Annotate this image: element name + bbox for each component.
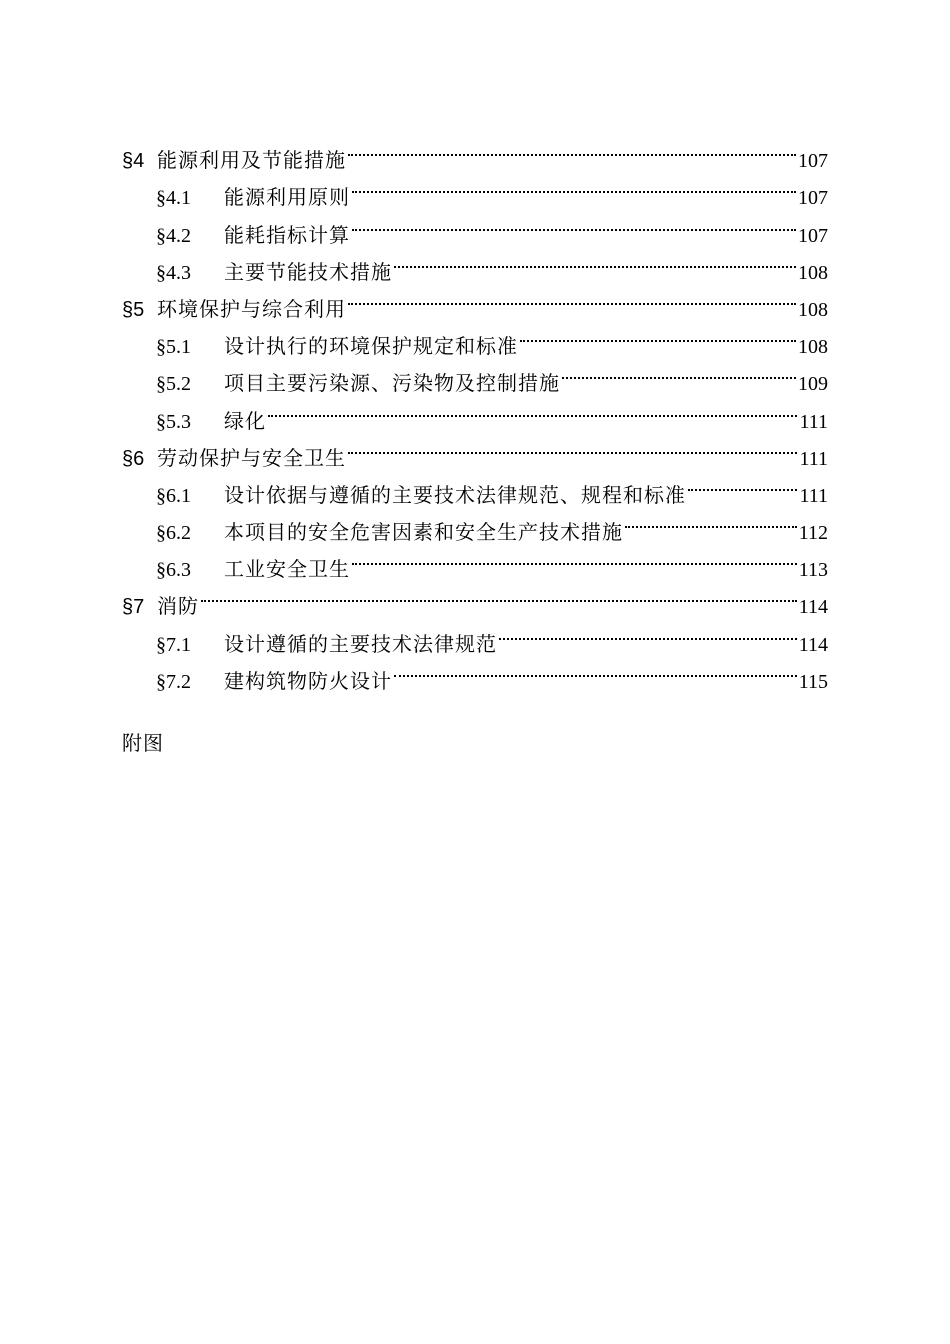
toc-section-number: §7.2 [156, 670, 191, 693]
dot-leader [497, 613, 799, 650]
toc-section-title: 工业安全卫生 [224, 557, 350, 582]
dot-leader [518, 316, 798, 353]
toc-section-title: 能源利用原则 [224, 185, 350, 210]
toc-section-title: 绿化 [224, 408, 266, 433]
dot-leader [350, 167, 798, 204]
dot-leader [346, 428, 799, 465]
toc-section-title: 设计执行的环境保护规定和标准 [224, 334, 518, 359]
toc-section-number: §5.2 [156, 373, 191, 396]
toc-entry-7-1[interactable] [122, 613, 828, 656]
dot-leader [686, 465, 799, 502]
dot-leader [560, 353, 798, 390]
toc-page-number: 113 [798, 559, 828, 582]
toc-entry-7[interactable] [122, 576, 828, 619]
dot-leader [346, 130, 798, 167]
toc-section-number: §6.1 [156, 484, 191, 507]
toc-page-number: 114 [798, 633, 828, 656]
toc-page-number: 108 [798, 298, 828, 321]
dot-leader [392, 242, 798, 279]
dot-leader [350, 539, 799, 576]
toc-page-number: 108 [798, 336, 828, 359]
dot-leader [199, 576, 799, 613]
toc-section-title: 主要节能技术措施 [224, 259, 392, 284]
toc-section-number: §4 [122, 150, 145, 173]
toc-section-title: 能源利用及节能措施 [157, 148, 346, 173]
toc-page-number: 112 [798, 522, 828, 545]
toc-section-number: §6 [122, 447, 145, 470]
appendix-figures-heading[interactable]: 附图 [122, 731, 164, 755]
dot-leader [346, 279, 798, 316]
toc-page-number: 108 [798, 261, 828, 284]
dot-leader [266, 390, 799, 427]
toc-section-title: 项目主要污染源、污染物及控制措施 [224, 371, 560, 396]
toc-section-number: §4.3 [156, 261, 191, 284]
toc-section-number: §5.1 [156, 336, 191, 359]
toc-page-number: 109 [798, 373, 828, 396]
toc-page-number: 107 [798, 187, 828, 210]
toc-section-number: §5.3 [156, 410, 191, 433]
toc-section-number: §7 [122, 596, 145, 619]
toc-page-number: 115 [798, 670, 828, 693]
toc-section-title: 设计依据与遵循的主要技术法律规范、规程和标准 [224, 482, 686, 507]
toc-section-title: 本项目的安全危害因素和安全生产技术措施 [224, 520, 623, 545]
toc-entry-4[interactable] [122, 130, 828, 173]
toc-section-title: 劳动保护与安全卫生 [157, 445, 346, 470]
toc-section-title: 能耗指标计算 [224, 222, 350, 247]
table-of-contents [122, 130, 828, 693]
dot-leader [623, 502, 799, 539]
toc-section-number: §4.1 [156, 187, 191, 210]
toc-page-number: 111 [799, 410, 828, 433]
toc-page-number: 114 [798, 596, 828, 619]
toc-section-number: §6.2 [156, 522, 191, 545]
toc-section-number: §5 [122, 298, 145, 321]
toc-section-number: §7.1 [156, 633, 191, 656]
toc-section-number: §4.2 [156, 224, 191, 247]
toc-section-title: 设计遵循的主要技术法律规范 [224, 631, 497, 656]
toc-section-title: 消防 [157, 594, 199, 619]
toc-section-title: 环境保护与综合利用 [157, 296, 346, 321]
dot-leader [350, 204, 798, 241]
dot-leader [392, 651, 799, 688]
toc-page-number: 107 [798, 224, 828, 247]
toc-page-number: 111 [799, 484, 828, 507]
toc-section-number: §6.3 [156, 559, 191, 582]
toc-page-number: 107 [798, 150, 828, 173]
toc-section-title: 建构筑物防火设计 [224, 668, 392, 693]
toc-page-number: 111 [799, 447, 828, 470]
